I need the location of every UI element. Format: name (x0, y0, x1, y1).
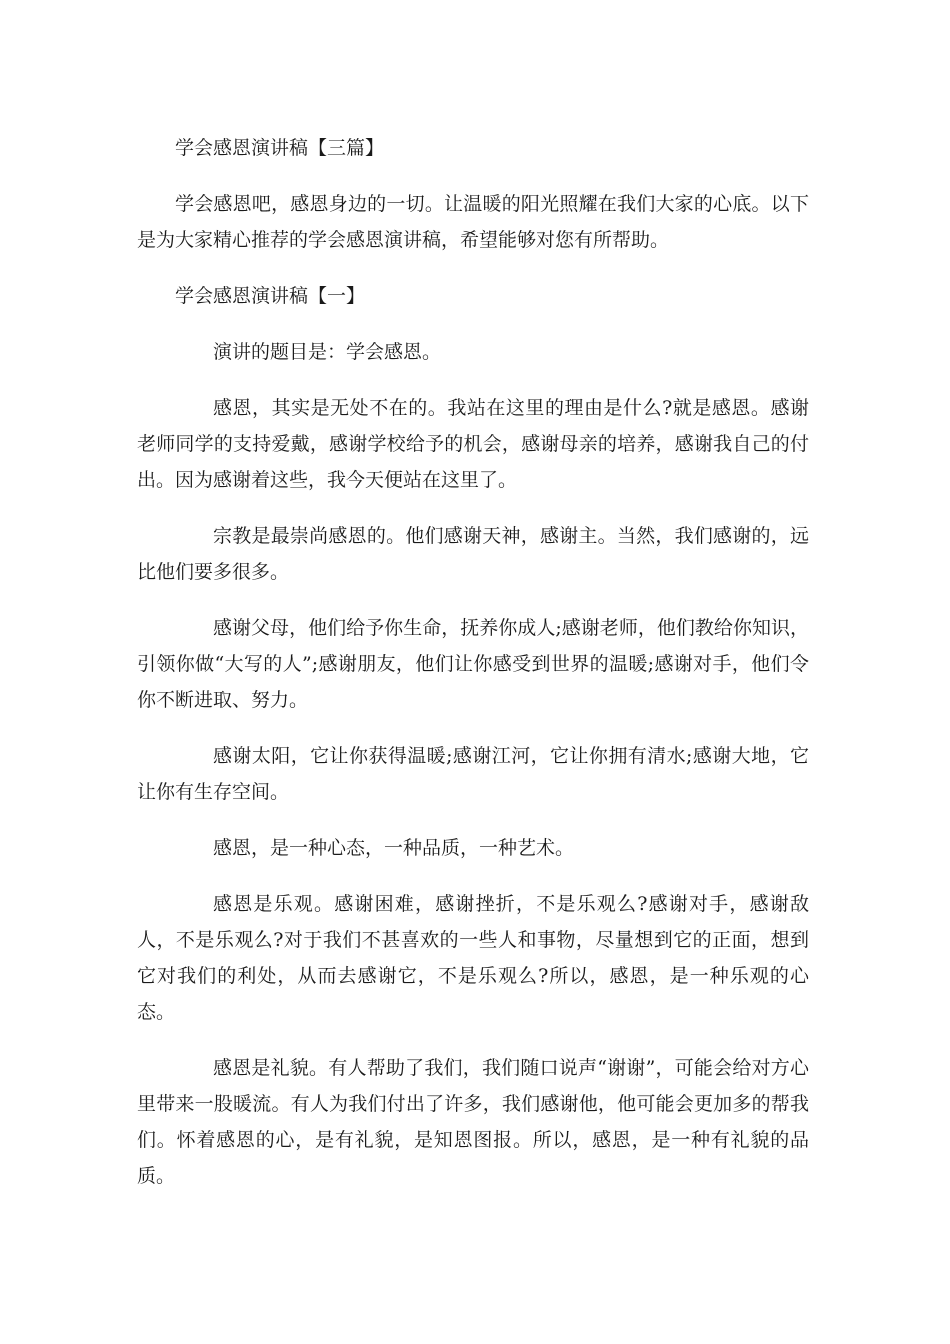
section-title: 学会感恩演讲稿【一】 (175, 285, 366, 307)
paragraph: 感恩是礼貌。有人帮助了我们，我们随口说声“谢谢”，可能会给对方心里带来一股暖流。有人为我们付出了许多，我们感谢他，他可能会更加多的帮我们。怀着感恩的心，是有礼貌，是知恩图报。所以，感恩，是一种有礼貌的品质。 (137, 1057, 809, 1187)
main-title: 学会感恩演讲稿【三篇】 (175, 137, 385, 159)
intro-paragraph: 学会感恩吧，感恩身边的一切。让温暖的阳光照耀在我们大家的心底。以下是为大家精心推荐的学会感恩演讲稿，希望能够对您有所帮助。 (137, 193, 809, 251)
paragraph: 感谢父母，他们给予你生命，抚养你成人;感谢老师，他们教给你知识，引领你做“大写的人”;感谢朋友，他们让你感受到世界的温暖;感谢对手，他们令你不断进取、努力。 (137, 617, 809, 711)
document-body (137, 130, 809, 1214)
paragraph: 感恩，是一种心态，一种品质，一种艺术。 (213, 837, 575, 859)
paragraph: 演讲的题目是：学会感恩。 (213, 341, 442, 363)
paragraph: 宗教是最崇尚感恩的。他们感谢天神，感谢主。当然，我们感谢的，远比他们要多很多。 (137, 525, 809, 583)
paragraph: 感恩，其实是无处不在的。我站在这里的理由是什么?就是感恩。感谢老师同学的支持爱戴，感谢学校给予的机会，感谢母亲的培养，感谢我自己的付出。因为感谢着这些，我今天便站在这里了。 (137, 397, 809, 491)
paragraph: 感恩是乐观。感谢困难，感谢挫折，不是乐观么?感谢对手，感谢敌人，不是乐观么?对于我们不甚喜欢的一些人和事物，尽量想到它的正面，想到它对我们的利处，从而去感谢它，不是乐观么?所以，感恩，是一种乐观的心态。 (137, 893, 809, 1023)
paragraph: 感谢太阳，它让你获得温暖;感谢江河，它让你拥有清水;感谢大地，它让你有生存空间。 (137, 745, 809, 803)
